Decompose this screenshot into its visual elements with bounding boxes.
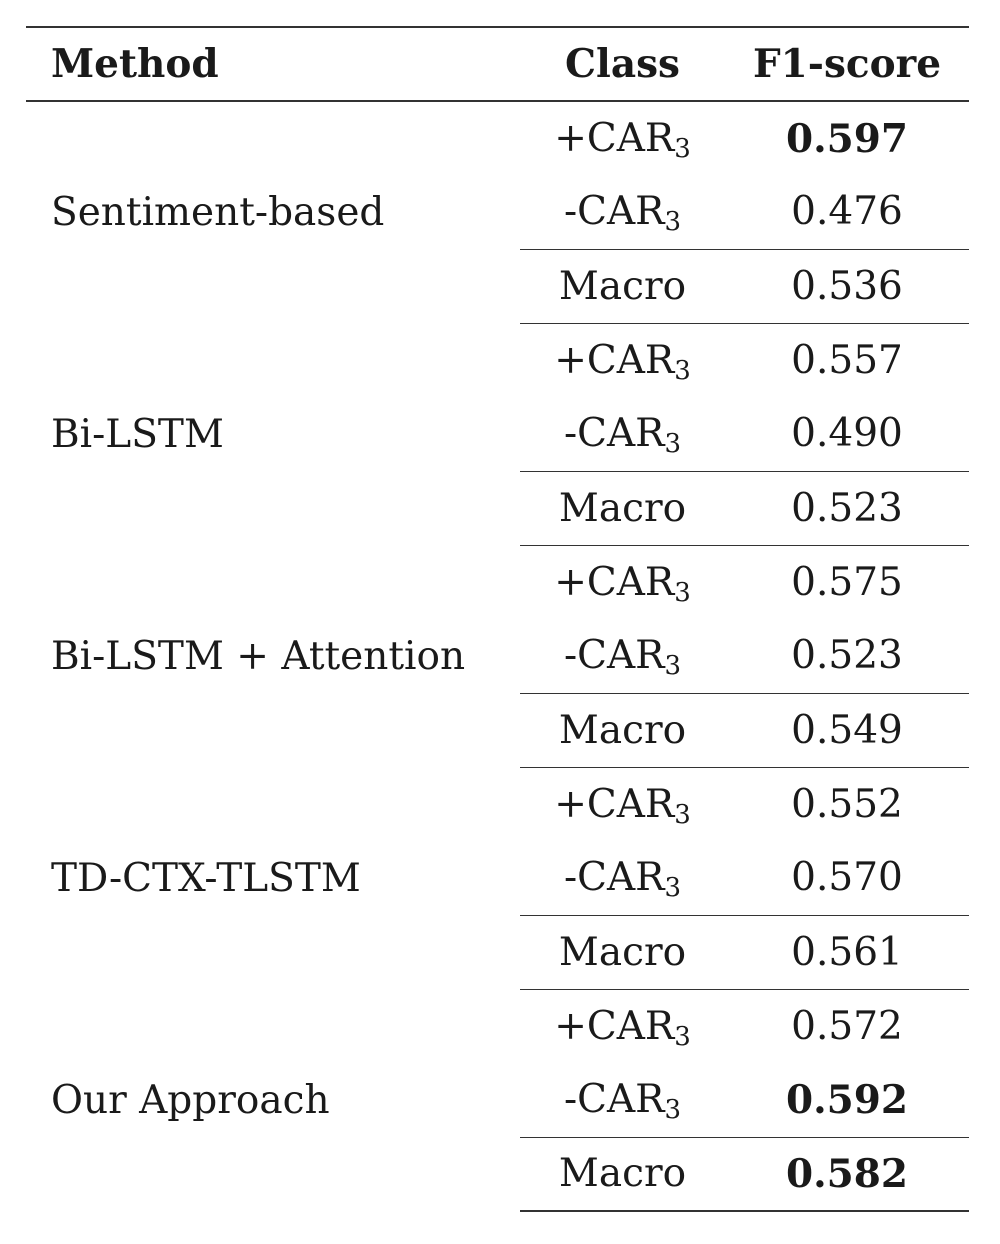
class-subscript: 3 — [664, 873, 682, 904]
method-group — [26, 323, 969, 545]
method-name: TD-CTX-TLSTM — [51, 855, 361, 901]
header-class: Class — [520, 27, 725, 101]
class-cell — [520, 619, 725, 693]
class-subscript: 3 — [664, 429, 682, 460]
class-cell — [520, 397, 725, 471]
f1-score-value: 0.476 — [791, 189, 903, 235]
class-subscript: 3 — [674, 577, 691, 608]
class-label: Macro — [558, 485, 687, 531]
class-label: -CAR — [563, 1077, 665, 1123]
class-subscript: 3 — [674, 1021, 691, 1052]
class-subscript: 3 — [674, 355, 691, 386]
f1-score-value: 0.572 — [791, 1003, 903, 1049]
header-method: Method — [26, 27, 520, 101]
class-label: +CAR — [554, 116, 675, 161]
table-row — [26, 989, 969, 1063]
results-table — [26, 26, 969, 1212]
class-label: Macro — [558, 1151, 687, 1197]
class-cell — [520, 767, 725, 841]
table-row — [26, 767, 969, 841]
class-cell — [520, 915, 725, 989]
method-name: Bi-LSTM + Attention — [51, 633, 466, 679]
class-cell — [520, 1137, 725, 1211]
f1-score-value: 0.597 — [785, 115, 909, 162]
method-name: Sentiment-based — [51, 190, 385, 235]
class-label: -CAR — [563, 411, 665, 457]
class-subscript: 3 — [674, 799, 691, 830]
f1-score-value: 0.552 — [791, 781, 903, 827]
class-cell — [520, 323, 725, 397]
class-label: Macro — [558, 929, 687, 975]
table-row — [26, 545, 969, 619]
f1-score-value: 0.490 — [791, 411, 903, 457]
method-group — [26, 545, 969, 767]
class-cell — [520, 101, 725, 175]
f1-score-value: 0.582 — [725, 1137, 969, 1211]
class-cell — [520, 545, 725, 619]
class-label: -CAR — [563, 855, 665, 901]
class-subscript: 3 — [664, 207, 682, 238]
method-name: Bi-LSTM — [51, 411, 224, 457]
f1-score-value: 0.561 — [725, 915, 969, 989]
class-cell — [520, 471, 725, 545]
f1-score-value: 0.536 — [725, 249, 969, 323]
class-label: -CAR — [563, 189, 665, 235]
class-subscript: 3 — [664, 1095, 682, 1126]
class-label: +CAR — [554, 337, 675, 383]
class-label: Macro — [558, 707, 687, 753]
class-label: Macro — [558, 263, 687, 309]
method-name: Our Approach — [51, 1077, 330, 1123]
f1-score-value: 0.557 — [791, 337, 903, 383]
class-cell — [520, 175, 725, 249]
class-cell — [520, 989, 725, 1063]
class-label: +CAR — [554, 1003, 675, 1049]
f1-score-value: 0.575 — [791, 559, 903, 605]
class-cell — [520, 693, 725, 767]
table-row — [26, 101, 969, 175]
method-group — [26, 989, 969, 1211]
method-group — [26, 767, 969, 989]
class-subscript: 3 — [674, 134, 691, 164]
method-group — [26, 101, 969, 323]
f1-score-value: 0.570 — [791, 855, 903, 901]
class-cell — [520, 1063, 725, 1137]
header-f1-score: F1-score — [725, 27, 969, 101]
table-row — [26, 323, 969, 397]
header-row — [26, 27, 969, 101]
class-label: +CAR — [554, 781, 675, 827]
class-label: +CAR — [554, 559, 675, 605]
class-subscript: 3 — [664, 651, 682, 682]
f1-score-value: 0.592 — [785, 1076, 909, 1123]
class-cell — [520, 249, 725, 323]
f1-score-value: 0.523 — [791, 633, 903, 679]
f1-score-value: 0.549 — [725, 693, 969, 767]
f1-score-value: 0.523 — [725, 471, 969, 545]
class-cell — [520, 841, 725, 915]
class-label: -CAR — [563, 633, 665, 679]
